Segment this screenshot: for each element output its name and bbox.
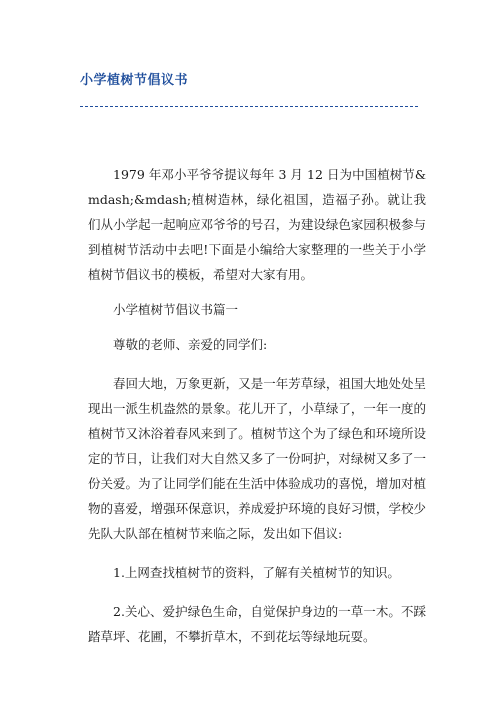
title-divider [80,106,418,107]
salutation: 尊敬的老师、亲爱的同学们: [113,337,268,352]
proposal-item-2: 2.关心、爱护绿色生命，自觉保护身边的一草一木。不踩踏草坪、花圃，不攀折草木，不到花坛等绿地玩耍。 [88,604,426,644]
proposal-item-1: 1.上网查找植树节的资料，了解有关植树节的知识。 [113,565,400,580]
section-heading: 小学植树节倡议书篇一 [113,302,239,317]
intro-paragraph: 1979 年邓小平爷爷提议每年 3 月 12 日为中国植树节&mdash;&mdash;植树造林，绿化祖国，造福子孙。就让我们从小学起一起响应邓爷爷的号召，为建设绿色家园积极参与到植树节活动中去吧!下面是小编给大家整理的一些关于小学植树节倡议书的模板，希望对大家有用。 [88,167,426,282]
document-body [88,162,426,663]
document-title: 小学植树节倡议书 [80,73,189,88]
body-paragraph: 春回大地，万象更新，又是一年芳草绿，祖国大地处处呈现出一派生机盎然的景象。花儿开了，小草绿了，一年一度的植树节又沐浴着春风来到了。植树节这个为了绿色和环境所设定的节日，让我们对大自然又多了一份呵护，对绿树又多了一份关爱。为了让同学们能在生活中体验成功的喜悦，增加对植物的喜爱，增强环保意识，养成爱护环境的良好习惯，学校少先队大队部在植树节来临之际，发出如下倡议: [88,376,426,541]
